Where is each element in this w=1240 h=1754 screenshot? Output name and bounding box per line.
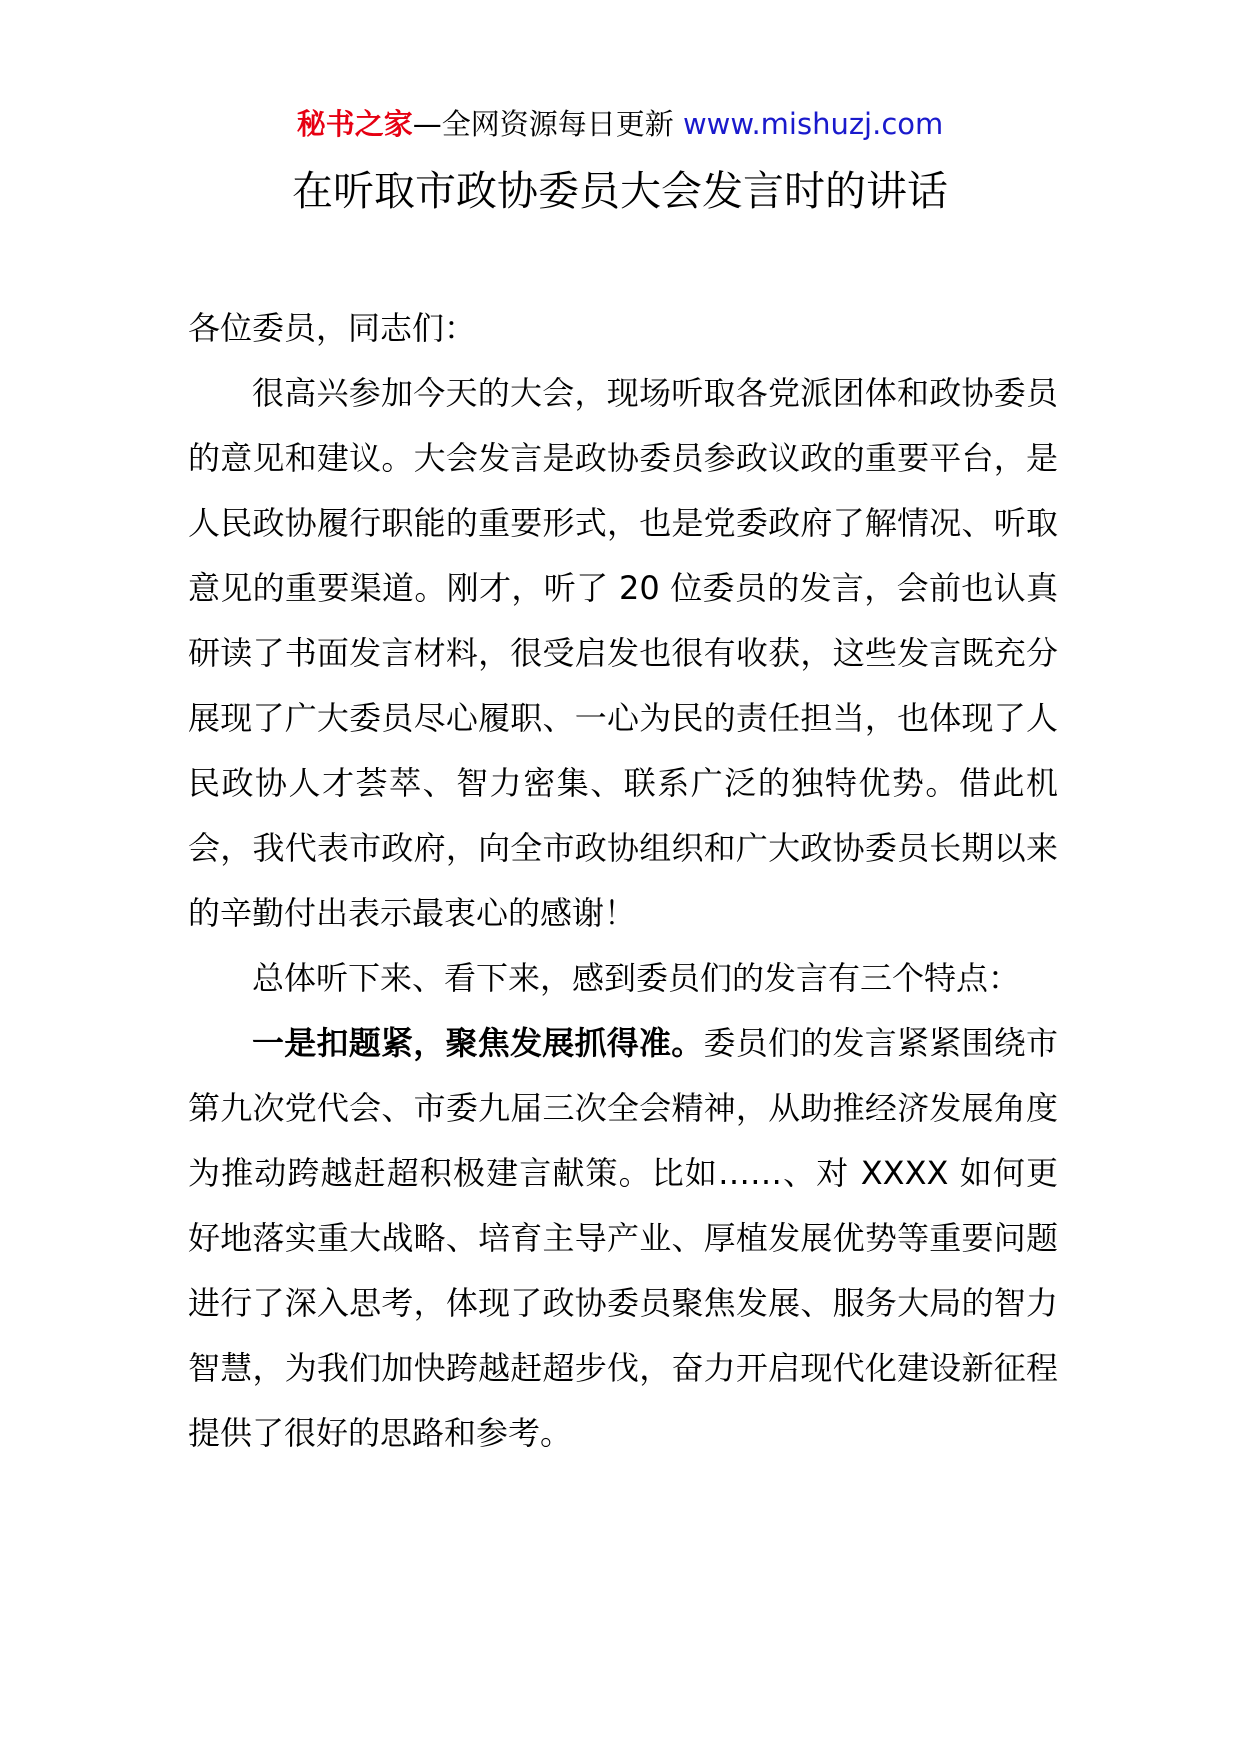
paragraph-summary [188,946,1058,1011]
paragraph-text: 很高兴参加今天的大会，现场听取各党派团体和政协委员的意见和建议。大会发言是政协委员参政议政的重要平台，是人民政协履行职能的重要形式，也是党委政府了解情况、听取意见的重要渠道。刚才，听了 20 位委员的发言，会前也认真研读了书面发言材料，很受启发也很有收获，这些发言既充分展现了广大委员尽心履职、一心为民的责任担当，也体现了人民政协人才荟萃、智力密集、联系广泛的独特优势。借此机会，我代表市政府，向全市政协组织和广大政协委员长期以来的辛勤付出表示最衷心的感谢！ [188,374,1058,932]
paragraph-intro [188,361,1058,946]
paragraph-text: 委员们的发言紧紧围绕市第九次党代会、市委九届三次全会精神，从助推经济发展角度为推动跨越赶超积极建言献策。比如……、对 XXXX 如何更好地落实重大战略、培育主导产业、厚植发展优势等重要问题进行了深入思考，体现了政协委员聚焦发展、服务大局的智力智慧，为我们加快跨越赶超步伐，奋力开启现代化建设新征程提供了很好的思路和参考。 [188,1024,1058,1452]
paragraph-text: 总体听下来、看下来，感到委员们的发言有三个特点： [252,959,1021,997]
document-title: 在听取市政协委员大会发言时的讲话 [292,167,948,215]
paragraph-point-one [188,1011,1058,1466]
paragraph-lead: 一是扣题紧，聚焦发展抓得准。 [252,1024,704,1062]
salutation: 各位委员，同志们： [188,309,477,347]
site-tagline: —全网资源每日更新 [412,107,683,141]
document-body [188,296,1058,1466]
site-header [0,104,1240,144]
brand-name: 秘书之家 [296,107,413,141]
site-url-link[interactable]: www.mishuzj.com [682,107,944,141]
